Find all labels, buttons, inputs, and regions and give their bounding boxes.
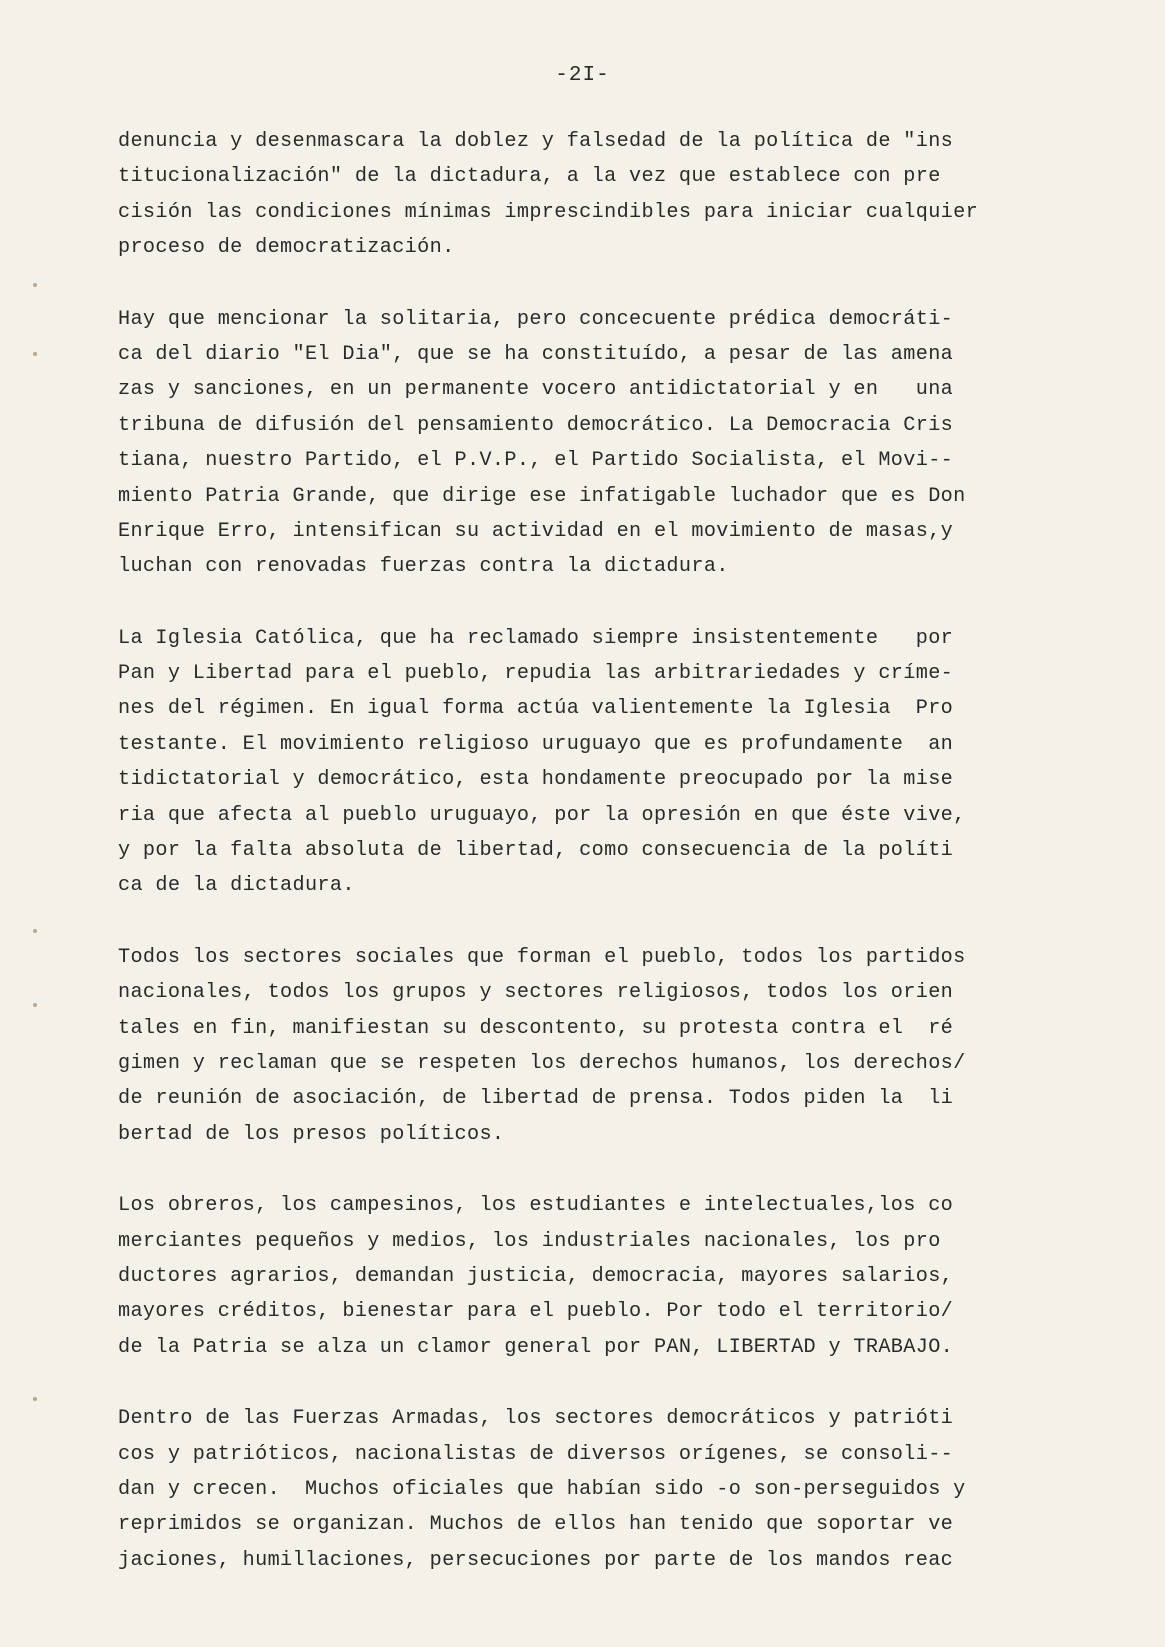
text-line: cos y patrióticos, nacionalistas de diversos orígenes, se consoli-- — [118, 1442, 954, 1466]
text-line: Dentro de las Fuerzas Armadas, los sectores democráticos y patrióti — [118, 1407, 954, 1431]
paragraph — [118, 124, 1088, 266]
text-line: merciantes pequeños y medios, los industriales nacionales, los pro — [118, 1229, 941, 1253]
paragraph — [118, 1401, 1088, 1578]
text-line: Todos los sectores sociales que forman el pueblo, todos los partidos — [118, 945, 966, 969]
text-line: ductores agrarios, demandan justicia, democracia, mayores salarios, — [118, 1264, 954, 1288]
paragraph — [118, 621, 1088, 904]
text-line: zas y sanciones, en un permanente vocero antidictatorial y en una — [118, 378, 954, 402]
paragraph — [118, 940, 1088, 1152]
text-line: nes del régimen. En igual forma actúa valientemente la Iglesia Pro — [118, 697, 954, 721]
text-line: tales en fin, manifiestan su descontento, su protesta contra el ré — [118, 1016, 954, 1040]
text-line: mayores créditos, bienestar para el pueblo. Por todo el territorio/ — [118, 1300, 954, 1324]
paragraph — [118, 302, 1088, 585]
page-number: -2I- — [555, 64, 610, 87]
margin-mark — [33, 283, 37, 287]
text-line: miento Patria Grande, que dirige ese infatigable luchador que es Don — [118, 484, 966, 508]
text-line: denuncia y desenmascara la doblez y falsedad de la política de "ins — [118, 130, 954, 153]
text-line: tribuna de difusión del pensamiento democrático. La Democracia Cris — [118, 413, 954, 437]
text-line: y por la falta absoluta de libertad, como consecuencia de la políti — [118, 839, 954, 863]
text-line: de reunión de asociación, de libertad de prensa. Todos piden la li — [118, 1087, 954, 1111]
margin-mark — [33, 352, 37, 356]
text-line: bertad de los presos políticos. — [118, 1122, 505, 1146]
body-text — [118, 124, 1088, 1614]
text-line: dan y crecen. Muchos oficiales que habían sido -o son-perseguidos y — [118, 1477, 966, 1501]
text-line: proceso de democratización. — [118, 236, 455, 260]
text-line: ca de la dictadura. — [118, 874, 355, 898]
paragraph — [118, 1188, 1088, 1365]
text-line: cisión las condiciones mínimas imprescindibles para iniciar cualquier — [118, 200, 979, 224]
text-line: La Iglesia Católica, que ha reclamado siempre insistentemente por — [118, 626, 954, 650]
margin-mark — [33, 1003, 37, 1007]
text-line: ria que afecta al pueblo uruguayo, por la opresión en que éste vive, — [118, 803, 966, 827]
text-line: tidictatorial y democrático, esta hondamente preocupado por la mise — [118, 768, 954, 792]
text-line: tiana, nuestro Partido, el P.V.P., el Partido Socialista, el Movi-- — [118, 449, 954, 473]
text-line: testante. El movimiento religioso uruguayo que es profundamente an — [118, 732, 954, 756]
text-line: reprimidos se organizan. Muchos de ellos han tenido que soportar ve — [118, 1513, 954, 1537]
text-line: luchan con renovadas fuerzas contra la dictadura. — [118, 555, 729, 579]
text-line: jaciones, humillaciones, persecuciones por parte de los mandos reac — [118, 1548, 954, 1572]
text-line: nacionales, todos los grupos y sectores religiosos, todos los orien — [118, 981, 954, 1005]
text-line: de la Patria se alza un clamor general por PAN, LIBERTAD y TRABAJO. — [118, 1335, 954, 1359]
text-line: Los obreros, los campesinos, los estudiantes e intelectuales,los co — [118, 1194, 954, 1218]
text-line: ca del diario "El Dia", que se ha constituído, a pesar de las amena — [118, 342, 954, 366]
margin-mark — [33, 929, 37, 933]
text-line: titucionalización" de la dictadura, a la vez que establece con pre — [118, 165, 941, 189]
text-line: gimen y reclaman que se respeten los derechos humanos, los derechos/ — [118, 1051, 966, 1075]
text-line: Hay que mencionar la solitaria, pero concecuente prédica democráti- — [118, 307, 954, 331]
text-line: Enrique Erro, intensifican su actividad en el movimiento de masas,y — [118, 519, 954, 543]
text-line: Pan y Libertad para el pueblo, repudia las arbitrariedades y críme- — [118, 662, 954, 686]
margin-mark — [33, 1397, 37, 1401]
